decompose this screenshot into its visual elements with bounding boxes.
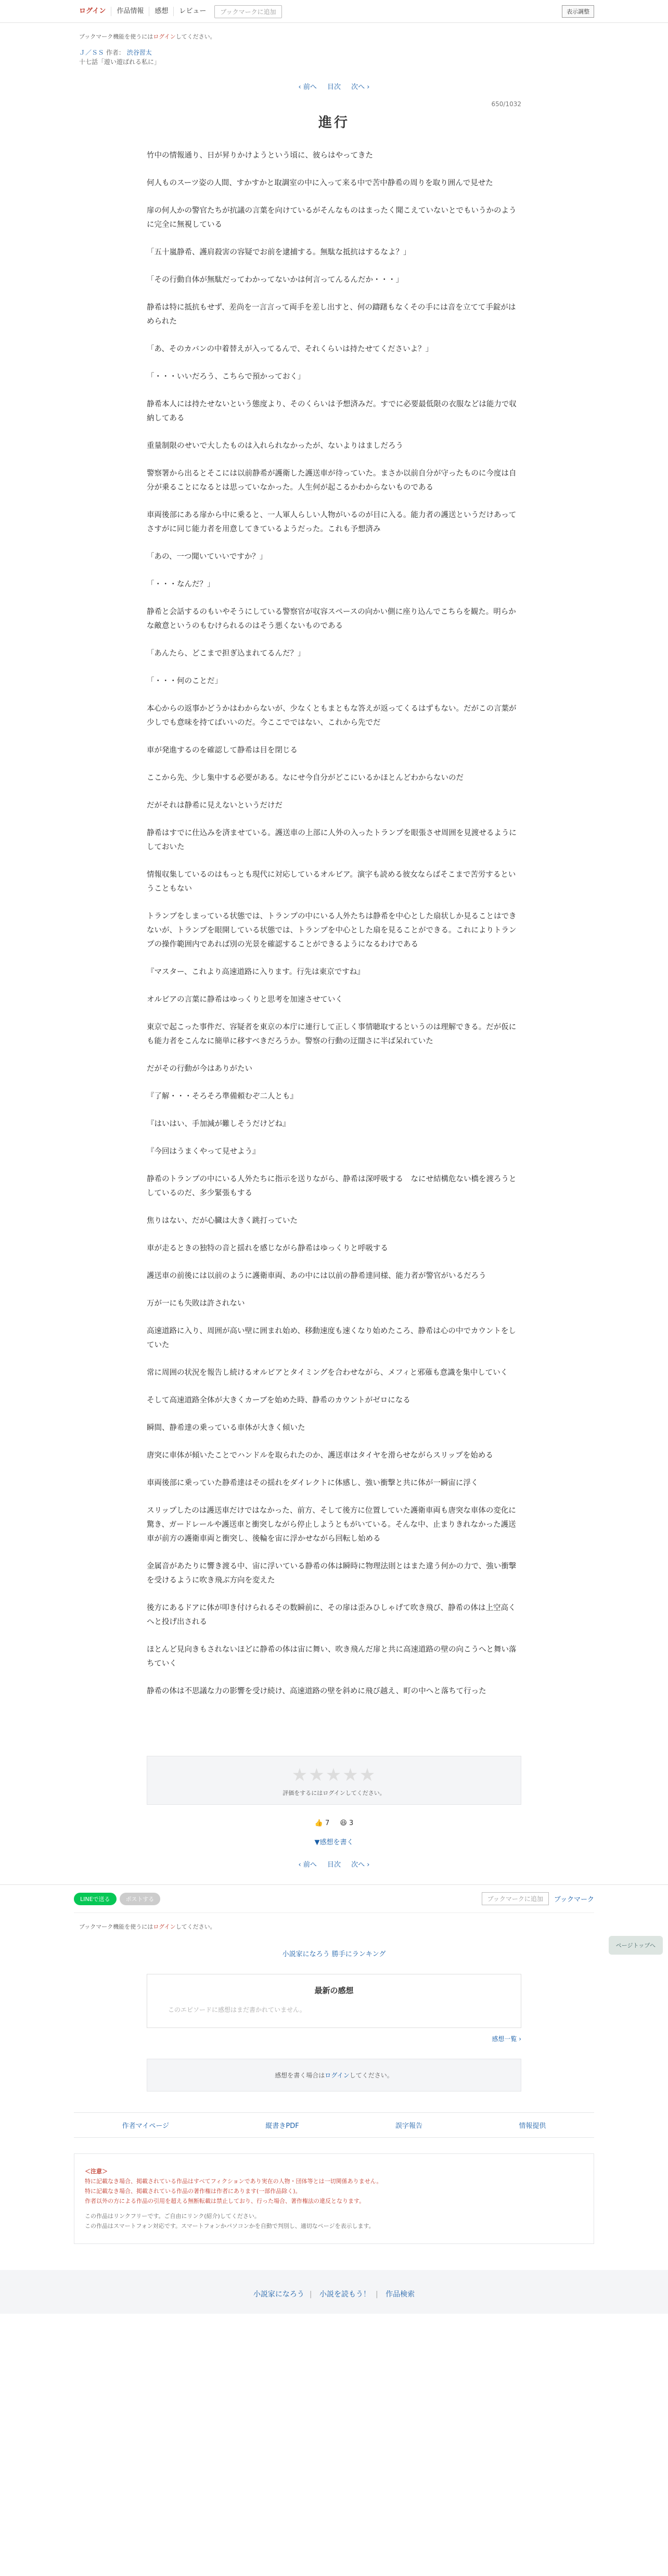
novel-paragraph: オルビアの言葉に静希はゆっくりと思考を加速させていく [147,996,343,1004]
novel-paragraph: 静希と会話するのもいやそうにしている警察官が収容スペースの向かい側に座り込んでこちらを観た。明らかな敵意というのもむけられるのはそう悪くないものである [147,608,516,630]
novel-paragraph: 「あの、一つ聞いていいですか？」 [147,553,267,561]
novel-paragraph: 扉の何人かの警官たちが抗議の言葉を向けているがそんなものはまったく聞こえていないとでもいうかのように完全に無視している [147,207,517,229]
novel-paragraph: 重量制限のせいで大したものは入れられなかったが、ないよりはましだろう [147,442,403,450]
footer-narou-link[interactable]: 小説家になろう [253,2290,304,2299]
novel-paragraph: 何人ものスーツ姿の人間、すかすかと取調室の中に入って来る中で苦中静希の周りを取り囲んで見せた [147,179,493,187]
add-bookmark-button[interactable]: ブックマークに追加 [214,5,281,18]
bookmark-notice-bottom: ブックマーク機能を使うにはログインしてください。 [74,1912,594,1938]
caution-note: この作品はリンクフリーです。ご自由にリンク(紹介)してください。 この作品はスマートフォン対応です。スマートフォンかパソコンかを自動で判別し、適切なページを表示します。 [85,2213,375,2229]
add-bookmark-button-bottom[interactable]: ブックマークに追加 [482,1892,549,1905]
novel-paragraph: 常に周囲の状況を報告し続けるオルビアとタイミングを合わせながら、メフィと邪薙も意識を集中していく [147,1369,508,1377]
reaction-good[interactable]: 👍 7 [314,1819,330,1827]
next-link[interactable]: 次へ › [351,83,370,91]
author-label: 作者： [106,49,125,56]
novel-paragraph: 「・・・なんだ？」 [147,580,215,589]
notice-login-link-bottom[interactable]: ログイン [153,1923,176,1930]
footer-yomou-link[interactable]: 小説を読もう！ [319,2290,370,2299]
novel-paragraph: だがその行動が今はありがたい [147,1065,252,1073]
impressions-link[interactable]: 感想 [149,7,174,16]
vertical-pdf-link[interactable]: 縦書きPDF [265,2122,299,2130]
footer-search-link[interactable]: 作品検索 [386,2290,415,2299]
episode-pager-top [147,67,521,100]
impressions-list-link[interactable]: 感想一覧 › [492,2035,521,2043]
caution-line: 作者以外の方による作品の引用を超える無断転載は禁止しており、行った場合、著作権法の違反となります。 [85,2198,365,2204]
reactions [147,1819,521,1827]
reaction-fun[interactable]: 😆 3 [340,1819,354,1827]
novel-paragraph: 静希は特に抵抗もせず、差尚を一言言って両手を差し出すと、何の躊躇もなくその手には音を立てて手錠がはめられた [147,303,516,326]
works-info-link[interactable]: 作品情報 [111,7,149,16]
novel-paragraph: 護送車の前後には以前のように護衛車両、あの中には以前の静希達同様、能力者が警官がいるだろう [147,1272,486,1280]
page-top-button[interactable]: ページトップへ [609,1936,663,1955]
index-link[interactable]: 目次 [327,83,341,91]
novel-paragraph: 「五十嵐静希、護肩殺害の容疑でお前を逮捕する。無駄な抵抗はするなよ？」 [147,248,411,257]
login-to-comment-box: 感想を書く場合はログインしてください。 [147,2059,521,2092]
novel-paragraph: 万が一にも失敗は許されない [147,1299,245,1308]
novel-paragraph: だがそれは静希に見えないというだけだ [147,801,282,810]
series-link[interactable]: Ｊ／ＳＳ [79,49,105,56]
novel-paragraph: 後方にあるドアに体が叩き付けられるその数瞬前に、その扉は歪みひしゃげて吹き飛び、静希の体は上空高くへと投げ出される [147,1604,516,1626]
latest-impressions-title: 最新の感想 [314,1986,354,1995]
novel-paragraph: 東京で起こった事件だ、容疑者を東京の本庁に連行して正しく事情聴取するというのは理解できる。だが仮にも能力者をこんなに簡単に移すべきだろうか。警察の行動の迂闊さに半ば呆れていた [147,1023,517,1045]
novel-paragraph: そして高速道路全体が大きくカーブを始めた時、静希のカウントがゼロになる [147,1396,410,1405]
arc-title: 十七話「遊い遊ばれる私に」 [79,58,161,66]
novel-paragraph: 『今回はうまくやって見せよう』 [147,1147,260,1156]
novel-paragraph: 唐突に車体が傾いたことでハンドルを取られたのか、護送車はタイヤを滑らせながらスリップを始める [147,1451,493,1460]
login-link[interactable]: ログイン [74,7,111,16]
novel-paragraph: 『マスター、これより高速道路に入ります。行先は東京ですね』 [147,968,365,976]
novel-paragraph: 静希の体は不思議な力の影響を受け続け、高速道路の壁を斜めに飛び越え、町の中へと落ちて行った [147,1687,486,1695]
novel-paragraph: 竹中の情報通り、日が昇りかけようという頃に、彼らはやってきた [147,151,373,160]
novel-paragraph: 静希はすでに仕込みを済ませている。護送車の上部に人外の入ったトランプを眼張させ周囲を見渡せるようにしておいた [147,829,517,851]
novel-paragraph: 『了解・・・そろそろ準備頼むぞ二人とも』 [147,1092,298,1101]
novel-paragraph: 静希本人には持たせないという態度より、そのくらいは予想済みだ。すでに必要最低限の衣服などは能力で収納してある [147,400,517,423]
reviews-link[interactable]: レビュー [179,7,207,15]
footer-bottom: 小説家になろう | 小説を読もう！ | 作品検索 [0,2270,668,2314]
novel-paragraph: 「あんたら、どこまで担ぎ込まれてるんだ？」 [147,649,305,658]
novel-paragraph: ここから先、少し集中する必要がある。なにせ今自分がどこにいるかほとんどわからないのだ [147,774,464,782]
novel-paragraph: 車両後部に乗っていた静希達はその揺れをダイレクトに体感し、強い衝撃と共に体が一瞬宙に浮く [147,1479,479,1487]
novel-paragraph: 高速道路に入り、周囲が高い壁に囲まれ始め、移動速度も速くなり始めたころ、静希は心の中でカウントをしていた [147,1327,516,1349]
write-impression-link[interactable]: ▼感想を書く [314,1839,354,1846]
author-link[interactable]: 渋谷習太 [126,49,152,56]
chapter-title: 進行 [318,115,350,131]
bookmark-link[interactable]: ブックマーク [554,1896,594,1904]
index-link-bottom[interactable]: 目次 [327,1861,341,1869]
novel-paragraph: 「その行動自体が無駄だってわかってないかは何言ってんるんだか・・・」 [147,276,403,284]
latest-impressions-box [147,1974,521,2028]
caution-line: 特に記載なき場合、掲載されている作品の著作権は作者にあります(一部作品除く)。 [85,2188,301,2195]
caution-line: 特に記載なき場合、掲載されている作品はすべてフィクションであり実在の人物・団体等とは一切関係ありません。 [85,2178,382,2185]
episode-pager-bottom [147,1846,521,1884]
footer-links [74,2112,594,2138]
share-bar [0,1884,668,1912]
star-rating[interactable]: ★★★★★ [291,1765,377,1786]
novel-paragraph: 『はいはい、手加減が難しそうだけどね』 [147,1120,290,1128]
novel-paragraph: 焦りはない、だが心臓は大きく跳打っていた [147,1217,298,1225]
author-mypage-link[interactable]: 作者マイページ [122,2122,170,2130]
novel-paragraph: トランプをしまっている状態では、トランプの中にいる人外たちは静希を中心とした扇状しか見ることはできないが、トランプを眼開している状態では、トランプを中心とした扇を見ることができる。これによりトランプの操作範囲内であれば別の光景を確認することができるようになるわけである [147,912,517,949]
episode-number: 650/1032 [491,100,521,108]
comment-login-link[interactable]: ログイン [325,2072,350,2079]
no-impressions-text: このエピソードに感想はまだ書かれていません。 [168,2006,306,2013]
novel-paragraph: 警察署から出るとそこには以前静希が護衛した護送車が待っていた。まさか以前自分が守ったものに今度は自分が乗ることになるとは思っていなかった。人生何が起こるかわからないものである [147,469,517,492]
notice-login-link[interactable]: ログイン [153,33,176,40]
top-nav-bar [0,0,668,23]
novel-paragraph: 車が発進するのを確認して静希は目を閉じる [147,746,298,755]
bookmark-notice: ブックマーク機能を使うにはログインしてください。 [79,33,216,40]
novel-paragraph: スリップしたのは護送車だけではなかった、前方、そして後方に位置していた護衛車両も唐突な車体の変化に驚き、ガードレールや護送車と衝突しながら停止しようともがいている。そんな中、止まりきれなかった護送車が前方の護衛車両と衝突し、後輪を宙に浮かせながら回転し始める [147,1507,516,1543]
novel-paragraph: 車が走るときの独特の音と揺れを感じながら静希はゆっくりと呼吸する [147,1244,388,1253]
typo-report-link[interactable]: 誤字報告 [395,2122,423,2130]
rating-hint: 評価をするにはログインしてください。 [282,1790,386,1796]
novel-paragraph: 「あ、そのカバンの中着替えが入ってるんで、それくらいは持たせてくださいよ？」 [147,345,433,353]
novel-paragraph: 車両後部にある扉から中に乗ると、一人軍人らしい人物がいるのが目に入る。能力者の護送というだけあってさすがに同じ能力者を用意してきているようだった。これも予想済み [147,511,517,533]
caution-box [74,2153,594,2244]
info-provide-link[interactable]: 情報提供 [519,2122,546,2130]
line-share-button[interactable]: LINEで送る [74,1893,117,1905]
novel-paragraph: 情報収集しているのはもっとも現代に対応しているオルビア。演字も読める彼女ならばそこまで苦労するということもない [147,871,516,893]
novel-paragraph: 「・・・いいだろう、こちらで預かっておく」 [147,373,305,381]
series-info [74,48,594,67]
x-share-button[interactable]: ポストする [120,1893,161,1905]
novel-paragraph: 金属音があたりに響き渡る中、宙に浮いている静希の体は瞬時に物理法則とはまた違う何かの力で、強い衝撃を受けるように吹き飛ぶ方向を変えた [147,1562,517,1585]
next-link-bottom[interactable]: 次へ › [351,1861,370,1869]
caution-head: ＜注意＞ [85,2168,108,2175]
novel-paragraph: 「・・・何のことだ」 [147,677,222,685]
novel-paragraph: 静希のトランプの中にいる人外たちに指示を送りながら、静希は深呼吸する なにせ結構危ない橋を渡ろうとしているのだ、多少緊張もする [147,1175,517,1197]
prev-link-bottom[interactable]: ‹ 前へ [298,1861,317,1869]
novel-paragraph: ほとんど見向きもされないほどに静希の体は宙に舞い、吹き飛んだ扉と共に高速道路の壁の向こうへと舞い落ちていく [147,1646,517,1668]
novel-paragraph: 瞬間、静希達の乗っている車体が大きく傾いた [147,1424,305,1432]
prev-link[interactable]: ‹ 前へ [298,83,317,91]
novel-body [147,149,521,1699]
rating-box [147,1756,521,1805]
novel-paragraph: 本心からの返事かどうかはわからないが、少なくともまともな答えが返ってくるはずもない。だがこの言葉が少しでも意味を持てばいいのだ。今ここでではない、これから先でだ [147,705,517,727]
display-setting-button[interactable]: 表示調整 [562,5,594,18]
ranking-link[interactable]: 小説家になろう 勝手にランキング [282,1950,386,1958]
